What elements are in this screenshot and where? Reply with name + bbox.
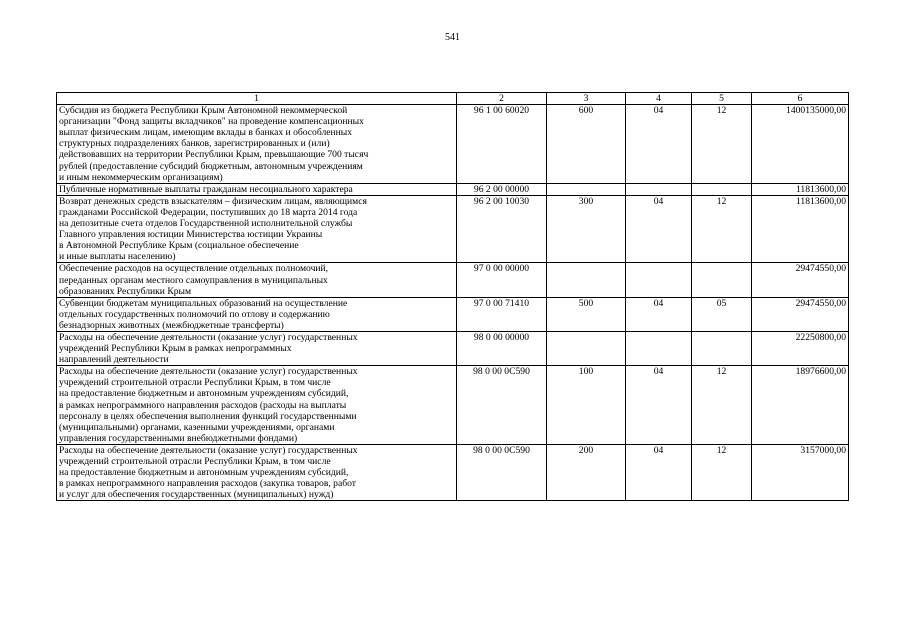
expense-name [57, 105, 457, 184]
section-code: 04 [626, 444, 692, 500]
expense-name-line: на предоставление бюджетным и автономным учреждениям субсидий, [59, 388, 349, 400]
table-row [57, 366, 849, 445]
amount-value: 22250800,00 [752, 331, 849, 365]
target-article-code: 98 0 00 0С590 [457, 366, 547, 445]
expense-type-code [547, 183, 626, 195]
page-number: 541 [445, 32, 460, 43]
expense-name-line: в рамках непрограммного направления расходов (закупка товаров, работ [59, 478, 356, 490]
expense-name-line: и иным некоммерческим организациям) [59, 171, 223, 183]
table-row [57, 195, 849, 263]
section-code [626, 183, 692, 195]
expense-name-line: направлений деятельности [59, 354, 169, 366]
expense-name-line: Расходы на обеспечение деятельности (оказание услуг) государственных [59, 444, 358, 456]
amount-value: 3157000,00 [752, 444, 849, 500]
expense-name-line: Возврат денежных средств взыскателям – физическим лицам, являющимся [59, 195, 367, 207]
expense-type-code: 100 [547, 366, 626, 445]
amount-value: 29474550,00 [752, 297, 849, 331]
section-code [626, 331, 692, 365]
expense-name [57, 297, 457, 331]
expense-name-line: Расходы на обеспечение деятельности (оказание услуг) государственных [59, 366, 358, 378]
section-code: 04 [626, 366, 692, 445]
table-row [57, 297, 849, 331]
expense-name-line: учреждений строительной отрасли Республики Крым, в том числе [59, 377, 331, 389]
expense-name [57, 263, 457, 297]
target-article-code: 98 0 00 0С590 [457, 444, 547, 500]
subsection-code [692, 331, 752, 365]
expense-name-line: Публичные нормативные выплаты гражданам несоциального характера [59, 183, 353, 195]
header-col-6: 6 [752, 93, 849, 105]
target-article-code: 96 2 00 10030 [457, 195, 547, 263]
expense-name-line: структурных подразделениях банков, зарегистрированных и (или) [59, 138, 330, 150]
amount-value: 1400135000,00 [752, 105, 849, 184]
expense-name [57, 195, 457, 263]
expense-name-line: Субсидия из бюджета Республики Крым Автономной некоммерческой [59, 105, 348, 117]
expense-name-line: рублей (предоставление субсидий бюджетным, автономным учреждениям [59, 160, 363, 172]
expense-name [57, 331, 457, 365]
amount-value: 11813600,00 [752, 183, 849, 195]
expense-name-line: управления государственными внебюджетными фондами) [59, 432, 298, 444]
target-article-code: 98 0 00 00000 [457, 331, 547, 365]
expense-name [57, 183, 457, 195]
budget-table [56, 92, 849, 501]
expense-name-line: действовавших на территории Республики Крым, превышающие 700 тысяч [59, 149, 369, 161]
expense-name-line: выплат физическим лицам, имеющим вклады в банках и обособленных [59, 127, 353, 139]
expense-name-line: персоналу в целях обеспечения выполнения функций государственными [59, 410, 357, 422]
amount-value: 18976600,00 [752, 366, 849, 445]
subsection-code: 05 [692, 297, 752, 331]
expense-name-line: Субвенции бюджетам муниципальных образований на осуществление [59, 297, 348, 309]
expense-name-line: гражданами Российской Федерации, поступивших до 18 марта 2014 года [59, 206, 358, 218]
expense-type-code [547, 263, 626, 297]
target-article-code: 97 0 00 71410 [457, 297, 547, 331]
expense-name [57, 366, 457, 445]
expense-type-code: 200 [547, 444, 626, 500]
expense-name-line: безнадзорных животных (межбюджетные трансферты) [59, 319, 284, 331]
expense-name [57, 444, 457, 500]
target-article-code: 96 1 00 60020 [457, 105, 547, 184]
table-row [57, 331, 849, 365]
target-article-code: 96 2 00 00000 [457, 183, 547, 195]
expense-name-line: Главного управления юстиции Министерства юстиции Украины [59, 229, 323, 241]
header-row [57, 93, 849, 105]
expense-name-line: Расходы на обеспечение деятельности (оказание услуг) государственных [59, 331, 358, 343]
target-article-code: 97 0 00 00000 [457, 263, 547, 297]
expense-name-line: (муниципальными) органами, казенными учреждениями, органами [59, 421, 335, 433]
expense-type-code: 500 [547, 297, 626, 331]
expense-type-code: 300 [547, 195, 626, 263]
table-row [57, 263, 849, 297]
subsection-code: 12 [692, 444, 752, 500]
section-code: 04 [626, 297, 692, 331]
subsection-code: 12 [692, 195, 752, 263]
expense-name-line: образованиях Республики Крым [59, 285, 192, 297]
expense-type-code [547, 331, 626, 365]
header-col-1: 1 [57, 93, 457, 105]
expense-name-line: на предоставление бюджетным и автономным учреждениям субсидий, [59, 467, 349, 479]
subsection-code: 12 [692, 105, 752, 184]
expense-name-line: в рамках непрограммного направления расходов (расходы на выплаты [59, 399, 347, 411]
expense-name-line: организации "Фонд защиты вкладчиков" на проведение компенсационных [59, 116, 364, 128]
subsection-code: 12 [692, 366, 752, 445]
expense-name-line: на депозитные счета отделов Государственной исполнительной службы [59, 218, 353, 230]
subsection-code [692, 263, 752, 297]
amount-value: 11813600,00 [752, 195, 849, 263]
expense-name-line: в Автономной Республике Крым (социальное обеспечение [59, 240, 299, 252]
section-code [626, 263, 692, 297]
expense-name-line: отдельных государственных полномочий по отлову и содержанию [59, 308, 330, 320]
table-row [57, 105, 849, 184]
expense-name-line: учреждений Республики Крым в рамках непрограммных [59, 343, 292, 355]
header-col-5: 5 [692, 93, 752, 105]
header-col-4: 4 [626, 93, 692, 105]
header-col-3: 3 [547, 93, 626, 105]
subsection-code [692, 183, 752, 195]
table-body [57, 105, 849, 501]
expense-name-line: и иные выплаты населению) [59, 251, 176, 263]
expense-type-code: 600 [547, 105, 626, 184]
header-col-2: 2 [457, 93, 547, 105]
section-code: 04 [626, 195, 692, 263]
expense-name-line: Обеспечение расходов на осуществление отдельных полномочий, [59, 263, 329, 275]
table-row [57, 183, 849, 195]
expense-name-line: учреждений строительной отрасли Республики Крым, в том числе [59, 456, 331, 467]
section-code: 04 [626, 105, 692, 184]
expense-name-line: и услуг для обеспечения государственных (муниципальных) нужд) [59, 489, 334, 501]
table-row [57, 444, 849, 500]
amount-value: 29474550,00 [752, 263, 849, 297]
expense-name-line: переданных органам местного самоуправления в муниципальных [59, 274, 328, 286]
